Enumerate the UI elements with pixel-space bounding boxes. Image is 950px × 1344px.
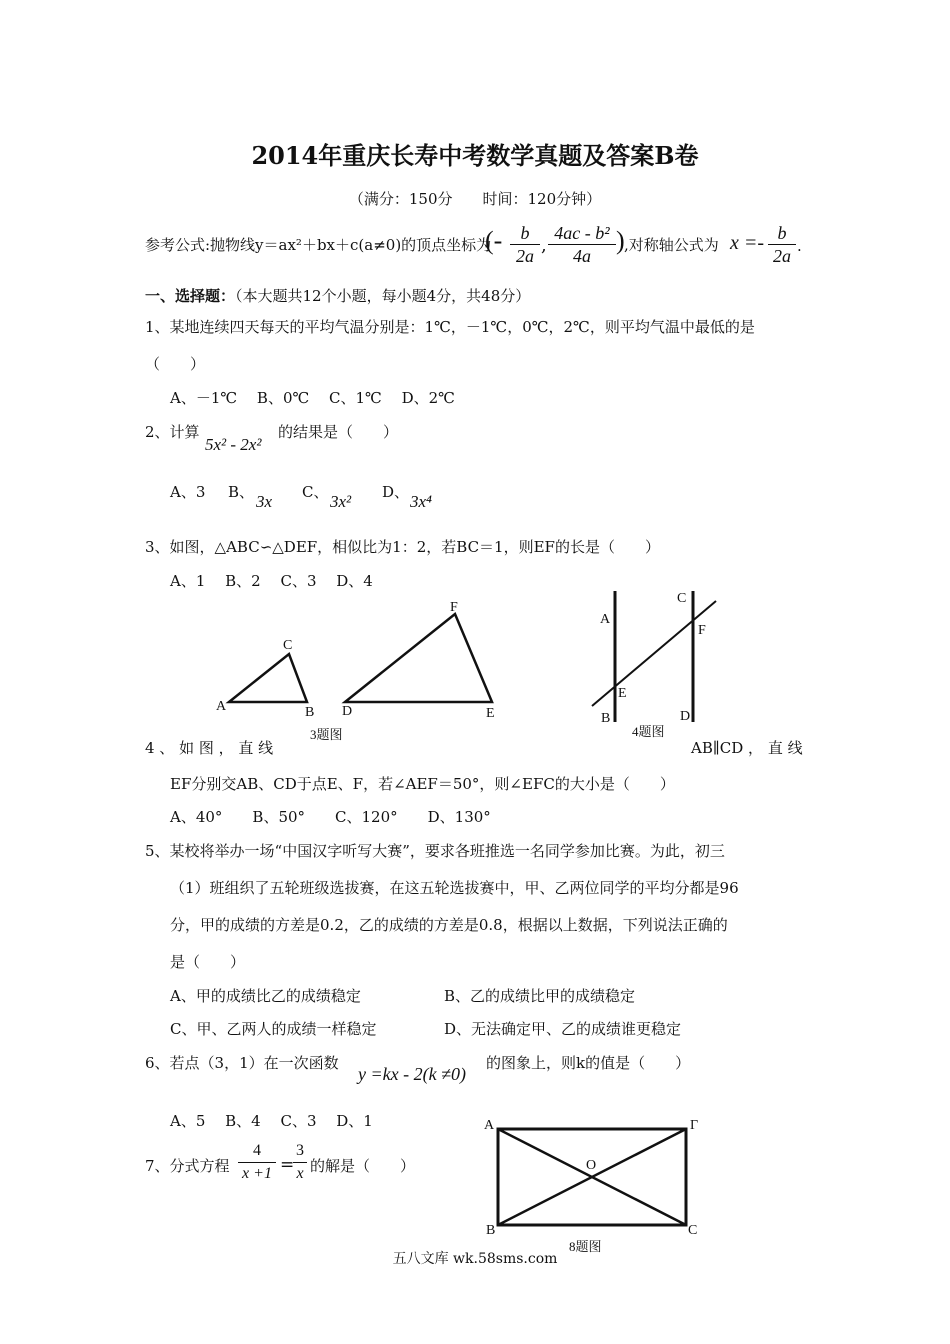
q1-options: A、－1℃ B、0℃ C、1℃ D、2℃ [170, 389, 455, 407]
q2-tail: 的结果是（ ） [278, 423, 399, 441]
formula-mid: ,对称轴公式为 [624, 236, 719, 254]
q1-stem: 1、某地连续四天每天的平均气温分别是：1℃，－1℃，0℃，2℃，则平均气温中最低的是 [145, 318, 755, 336]
q7-equals: = [280, 1155, 295, 1175]
q8-label-a: A [484, 1118, 495, 1133]
q2-option-d-value: 3x⁴ [410, 492, 432, 511]
formula-rparen: ) [616, 226, 625, 255]
exam-info: （满分：150分 时间：120分钟） [348, 190, 602, 208]
q5-line4: 是（ ） [170, 953, 246, 971]
q3-label-f: F [450, 600, 458, 615]
q5-option-c: C、甲、乙两人的成绩一样稳定 [170, 1020, 377, 1038]
q3-fig-caption: 3题图 [310, 727, 343, 742]
q7-left-den: x +1 [242, 1165, 272, 1182]
q2-option-a: A、3 [170, 483, 206, 501]
q4-label-a: A [600, 612, 611, 627]
axis-num: b [768, 222, 796, 245]
q5-option-d: D、无法确定甲、乙的成绩谁更稳定 [444, 1020, 682, 1038]
q8-fig-caption: 8题图 [569, 1239, 602, 1254]
formula-lparen: (- [485, 226, 503, 255]
q7-right-num: 3 [293, 1140, 307, 1163]
q3-label-c: C [283, 638, 293, 653]
page-title: 2014年重庆长寿中考数学真题及答案B卷 [251, 141, 699, 170]
q5-option-b: B、乙的成绩比甲的成绩稳定 [444, 987, 636, 1005]
q7-right-den: x [296, 1165, 304, 1182]
q4-label-f: F [698, 623, 706, 638]
vertex-x-num: b [510, 222, 540, 245]
q3-label-e: E [486, 706, 495, 721]
q3-options: A、1 B、2 C、3 D、4 [170, 572, 373, 590]
q4-stem-left: 4 、 如 图 ， 直 线 [145, 739, 274, 757]
axis-lhs: x =- [730, 232, 765, 254]
q2-expr: 5x² - 2x² [205, 435, 262, 454]
formula-comma: , [541, 235, 547, 256]
vertex-y-num: 4ac - b² [548, 222, 616, 245]
section-heading-desc: （本大题共12个小题，每小题4分，共48分） [235, 287, 531, 305]
q5-option-a: A、甲的成绩比乙的成绩稳定 [170, 987, 361, 1005]
q2-option-b-value: 3x [256, 492, 273, 511]
q6-options: A、5 B、4 C、3 D、1 [170, 1112, 373, 1130]
q4-stem-line2: EF分别交AB、CD于点E、F，若∠AEF＝50°，则∠EFC的大小是（ ） [170, 775, 675, 793]
q7-left-num: 4 [238, 1140, 276, 1163]
q7-stem: 7、分式方程 [145, 1157, 230, 1175]
section-heading-label: 一、选择题： [145, 287, 236, 305]
q3-stem: 3、如图，△ABC∽△DEF，相似比为1：2，若BC＝1，则EF的长是（ ） [145, 538, 660, 556]
formula-prefix: 参考公式:抛物线y＝ax²＋bx＋c(a≠0)的顶点坐标为 [145, 236, 492, 254]
q4-fig-caption: 4题图 [632, 724, 665, 739]
q7-tail: 的解是（ ） [310, 1157, 416, 1175]
q2-option-c-value: 3x² [330, 492, 352, 511]
footer-watermark: 五八文库 wk.58sms.com [392, 1251, 558, 1267]
q4-stem-right: AB∥CD ， 直 线 [691, 739, 803, 757]
q4-options: A、40° B、50° C、120° D、130° [170, 808, 491, 826]
q8-label-c: C [688, 1223, 698, 1238]
q5-line1: 5、某校将举办一场“中国汉字听写大赛”，要求各班推选一名同学参加比赛。为此，初三 [145, 842, 725, 860]
q4-label-d: D [680, 709, 691, 724]
q3-label-a: A [216, 699, 227, 714]
q3-label-b: B [305, 705, 315, 720]
vertex-y-den: 4a [573, 246, 591, 266]
q3-label-d: D [342, 704, 353, 719]
q2-option-d: D、 [382, 483, 410, 501]
formula-end: . [797, 237, 802, 255]
q4-label-e: E [618, 686, 627, 701]
axis-den: 2a [773, 246, 791, 266]
q8-label-gamma: Γ [690, 1118, 699, 1133]
q6-stem: 6、若点（3，1）在一次函数 [145, 1054, 339, 1072]
q6-tail: 的图象上，则k的值是（ ） [486, 1054, 691, 1072]
q1-paren: （ ） [145, 355, 206, 373]
q4-label-c: C [677, 591, 687, 606]
q6-expr: y =kx - 2(k ≠0) [358, 1064, 466, 1084]
q2-option-c: C、 [302, 483, 329, 501]
q5-line3: 分，甲的成绩的方差是0.2，乙的成绩的方差是0.8，根据以上数据，下列说法正确的 [170, 916, 728, 934]
q8-label-b: B [486, 1223, 496, 1238]
vertex-x-den: 2a [516, 246, 534, 266]
q8-label-o: O [586, 1158, 597, 1173]
q4-label-b: B [601, 711, 611, 726]
q5-line2: （1）班组织了五轮班级选拔赛，在这五轮选拔赛中，甲、乙两位同学的平均分都是96 [170, 879, 739, 897]
q2-stem: 2、计算 [145, 423, 200, 441]
q2-option-b: B、 [228, 483, 255, 501]
